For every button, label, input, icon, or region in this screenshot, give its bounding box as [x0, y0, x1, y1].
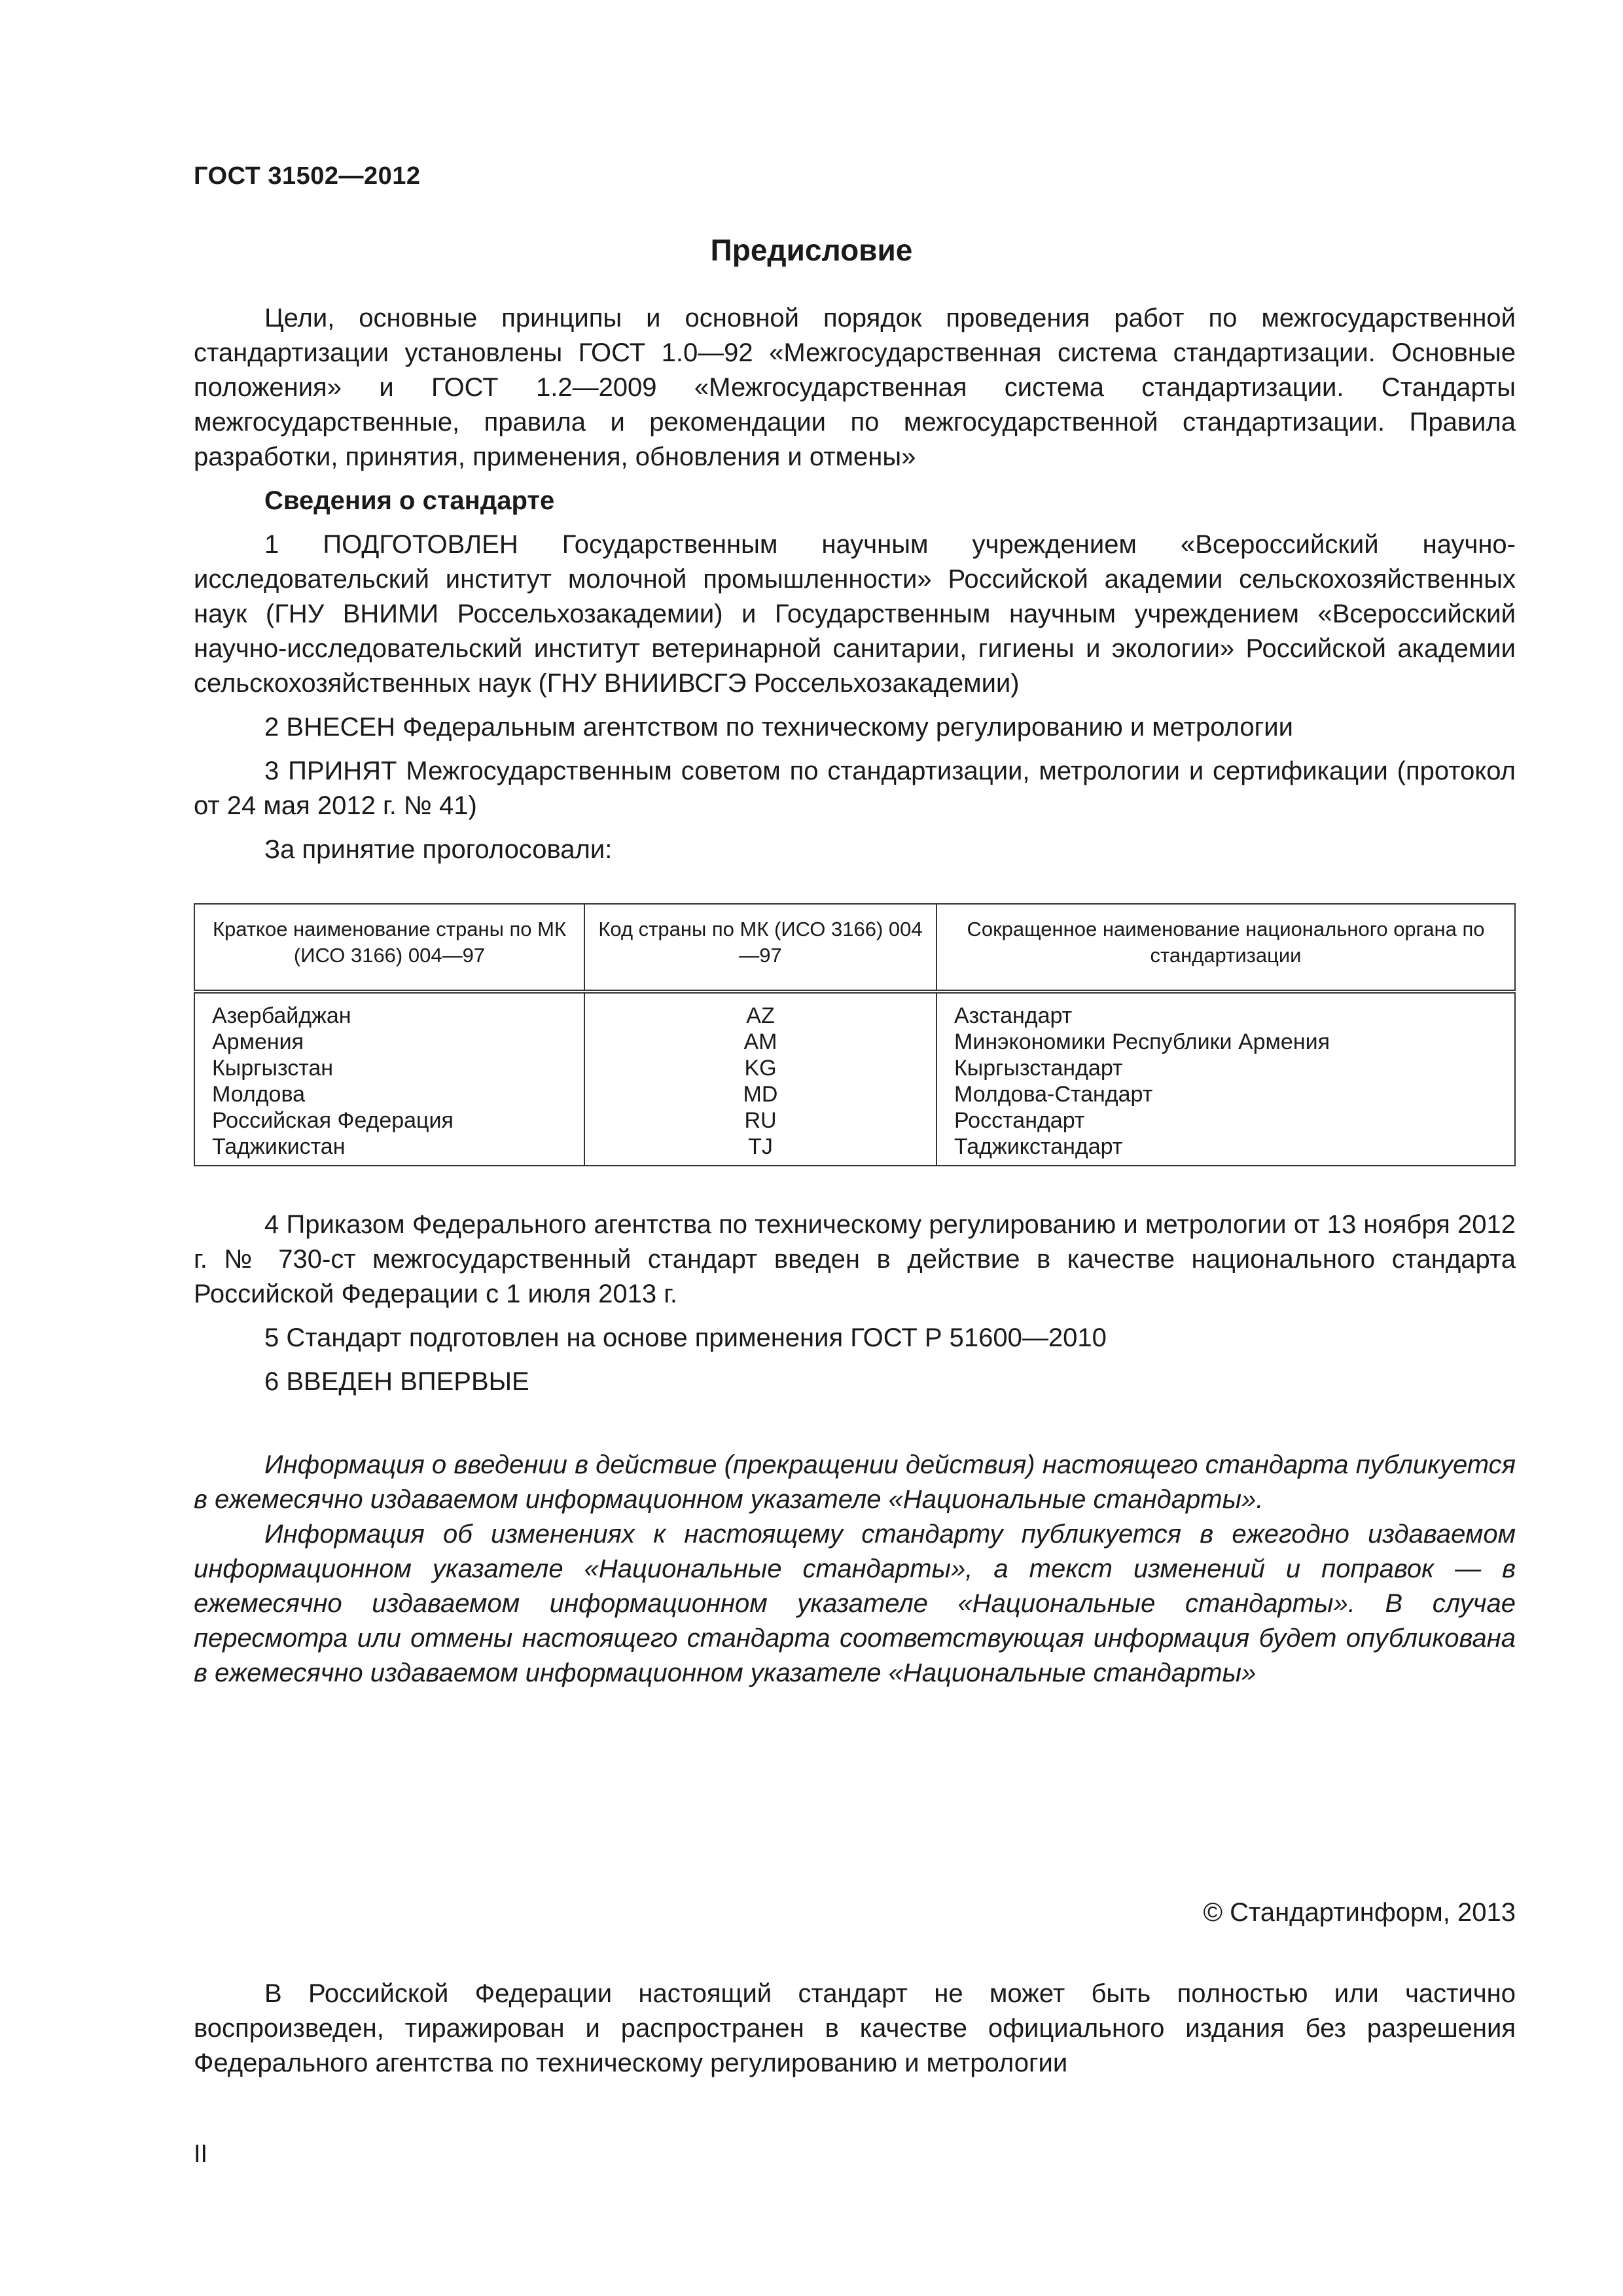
- item-submitted: 2 ВНЕСЕН Федеральным агентством по техническому регулированию и метрологии: [264, 713, 1293, 742]
- country-code-cell: TJ: [584, 1134, 936, 1166]
- table-row: [194, 1081, 1515, 1107]
- document-code-header: ГОСТ 31502—2012: [194, 162, 421, 190]
- country-name-cell: Российская Федерация: [194, 1107, 584, 1134]
- standard-info-heading: Сведения о стандарте: [264, 486, 555, 515]
- item-enacted: 4 Приказом Федерального агентства по техническому регулированию и метрологии от 13 ноября 2012 г. № 730-ст межгосударственный стандарт введен в действие в качестве национального стандарта Российской Федерации с 1 июля 2013 г.: [194, 1210, 1516, 1308]
- country-name-cell: Таджикистан: [194, 1134, 584, 1166]
- column-header-standards-body: Сокращенное наименование национального органа по стандартизации: [936, 904, 1515, 992]
- standards-body-cell: Таджикстандарт: [936, 1134, 1515, 1166]
- country-code-cell: KG: [584, 1055, 936, 1081]
- country-code-cell: MD: [584, 1081, 936, 1107]
- country-name-cell: Азербайджан: [194, 992, 584, 1029]
- table-header-row: [194, 904, 1515, 992]
- table-row: [194, 992, 1515, 1029]
- changes-note: Информация об изменениях к настоящему стандарту публикуется в ежегодно издаваемом информационном указателе «Национальные стандарты», а текст изменений и поправок — в ежемесячно издаваемом информационном указателе «Национальные стандарты». В случае пересмотра или отмены настоящего стандарта соответствующая информация будет опубликована в ежемесячно издаваемом информационном указателе «Национальные стандарты»: [194, 1520, 1516, 1687]
- page-title: Предисловие: [710, 233, 913, 267]
- voting-countries-table: [194, 903, 1516, 1166]
- country-name-cell: Молдова: [194, 1081, 584, 1107]
- standards-body-cell: Росстандарт: [936, 1107, 1515, 1134]
- intro-paragraph: Цели, основные принципы и основной порядок проведения работ по межгосударственной стандартизации установлены ГОСТ 1.0—92 «Межгосударственная система стандартизации. Основные положения» и ГОСТ 1.2—2009 «Межгосударственная система стандартизации. Стандарты межгосударственные, правила и рекомендации по межгосударственной стандартизации. Правила разработки, принятия, применения, обновления и отмены»: [194, 304, 1516, 471]
- country-code-cell: AM: [584, 1029, 936, 1055]
- standards-body-cell: Кыргызстандарт: [936, 1055, 1515, 1081]
- rights-notice: В Российской Федерации настоящий стандарт не может быть полностью или частично воспроизведен, тиражирован и распространен в качестве официального издания без разрешения Федерального агентства по техническому регулированию и метрологии: [194, 1979, 1516, 2077]
- column-header-country-code: Код страны по МК (ИСО 3166) 004—97: [584, 904, 936, 992]
- table-row: [194, 1029, 1515, 1055]
- item-adopted: 3 ПРИНЯТ Межгосударственным советом по стандартизации, метрологии и сертификации (протокол от 24 мая 2012 г. № 41): [194, 757, 1516, 820]
- table-row: [194, 1134, 1515, 1166]
- country-name-cell: Кыргызстан: [194, 1055, 584, 1081]
- column-header-country-name: Краткое наименование страны по МК (ИСО 3166) 004—97: [194, 904, 584, 992]
- standards-body-cell: Азстандарт: [936, 992, 1515, 1029]
- country-code-cell: RU: [584, 1107, 936, 1134]
- intro-section: [194, 301, 1516, 867]
- country-name-cell: Армения: [194, 1029, 584, 1055]
- standards-body-cell: Молдова-Стандарт: [936, 1081, 1515, 1107]
- publication-notes: [194, 1448, 1516, 1691]
- voted-label: За принятие проголосовали:: [264, 835, 613, 864]
- country-code-cell: AZ: [584, 992, 936, 1029]
- rights-section: [194, 1977, 1516, 2081]
- table-row: [194, 1055, 1515, 1081]
- standards-body-cell: Минэкономики Республики Армения: [936, 1029, 1515, 1055]
- page-number: II: [194, 2140, 208, 2168]
- item-first-introduced: 6 ВВЕДЕН ВПЕРВЫЕ: [264, 1367, 529, 1396]
- publication-note: Информация о введении в действие (прекращении действия) настоящего стандарта публикуется в ежемесячно издаваемом информационном указателе «Национальные стандарты».: [194, 1450, 1516, 1514]
- item-prepared: 1 ПОДГОТОВЛЕН Государственным научным учреждением «Всероссийский научно-исследовательский институт молочной промышленности» Российской академии сельскохозяйственных наук (ГНУ ВНИМИ Россельхозакадемии) и Государственным научным учреждением «Всероссийский научно-исследовательский институт ветеринарной санитарии, гигиены и экологии» Российской академии сельскохозяйственных наук (ГНУ ВНИИВСГЭ Россельхозакадемии): [194, 530, 1516, 698]
- enactment-section: [194, 1208, 1516, 1399]
- table-row: [194, 1107, 1515, 1134]
- item-basis: 5 Стандарт подготовлен на основе применения ГОСТ Р 51600—2010: [264, 1323, 1107, 1352]
- copyright-notice: © Стандартинформ, 2013: [1203, 1898, 1516, 1927]
